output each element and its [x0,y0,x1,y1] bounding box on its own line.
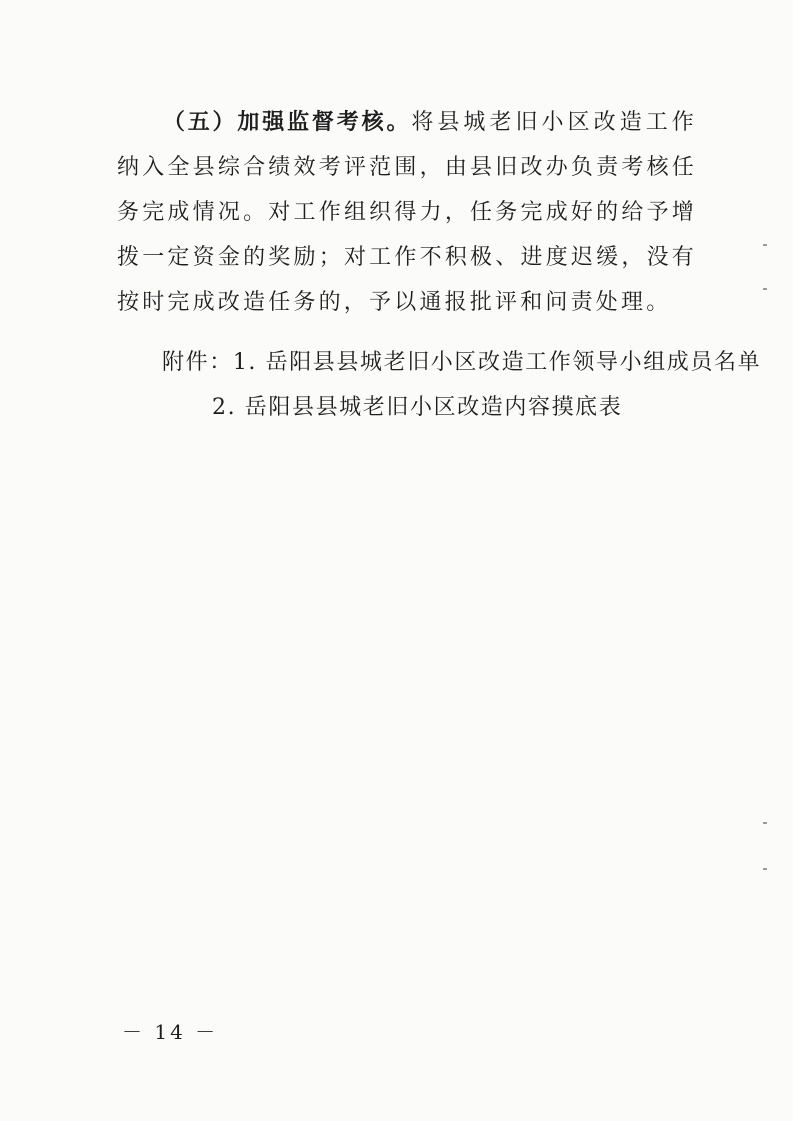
attachment-text-2: 2. 岳阳县县城老旧小区改造内容摸底表 [212,395,623,420]
attachment-item-2 [162,385,761,430]
page-number: － 14 － [122,1020,219,1044]
attachment-text-1: 1. 岳阳县县城老旧小区改造工作领导小组成员名单 [232,350,762,375]
attachments-list [162,340,761,430]
section-heading: （五）加强监督考核。 [162,110,412,135]
attachments-label: 附件： [162,350,233,375]
supervision-paragraph [117,100,697,325]
scan-speck [763,288,767,290]
scan-speck [763,244,767,246]
scan-speck [763,868,767,870]
paragraph-body: 将县城老旧小区改造工作纳入全县综合绩效考评范围，由县旧改办负责考核任务完成情况。对工作组织得力，任务完成好的给予增拨一定资金的奖励；对工作不积极、进度迟缓，没有按时完成改造任务的，予以通报批评和问责处理。 [117,110,697,315]
scan-speck [763,822,767,824]
attachment-item-1 [162,340,761,385]
